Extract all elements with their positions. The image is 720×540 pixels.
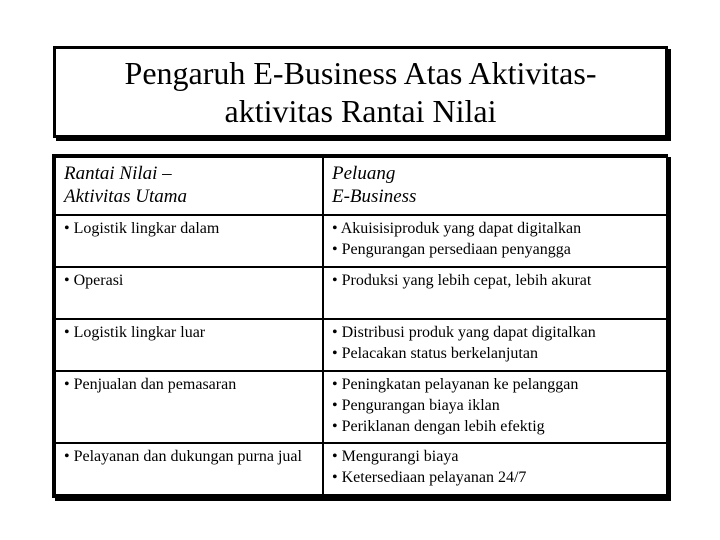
opportunity-cell: • Produksi yang lebih cepat, lebih akurat (323, 267, 667, 319)
table-header-row (55, 157, 667, 215)
opportunity-cell: • Akuisisiproduk yang dapat digitalkan • Pengurangan persediaan penyangga (323, 215, 667, 267)
slide-title-line-1: Pengaruh E-Business Atas Aktivitas- (124, 55, 597, 91)
opportunity-cell: • Peningkatan pelayanan ke pelanggan • Pengurangan biaya iklan • Periklanan dengan lebih efektig (323, 371, 667, 443)
activity-cell: • Pelayanan dan dukungan purna jual (55, 443, 323, 495)
opportunity-cell: • Mengurangi biaya • Ketersediaan pelayanan 24/7 (323, 443, 667, 495)
table-row (55, 319, 667, 371)
slide-title (81, 54, 641, 130)
activity-cell: • Penjualan dan pemasaran (55, 371, 323, 443)
table-row (55, 371, 667, 443)
header-primary-activities: Rantai Nilai – Aktivitas Utama (55, 157, 323, 215)
activity-cell: • Logistik lingkar luar (55, 319, 323, 371)
activity-cell: • Logistik lingkar dalam (55, 215, 323, 267)
header-ebusiness-opportunities: Peluang E-Business (323, 157, 667, 215)
activity-cell: • Operasi (55, 267, 323, 319)
slide-title-line-2: aktivitas Rantai Nilai (224, 93, 497, 129)
table-row (55, 267, 667, 319)
slide-title-box (53, 46, 668, 138)
value-chain-table (52, 154, 668, 498)
table-row (55, 443, 667, 495)
table-row (55, 215, 667, 267)
opportunity-cell: • Distribusi produk yang dapat digitalkan • Pelacakan status berkelanjutan (323, 319, 667, 371)
